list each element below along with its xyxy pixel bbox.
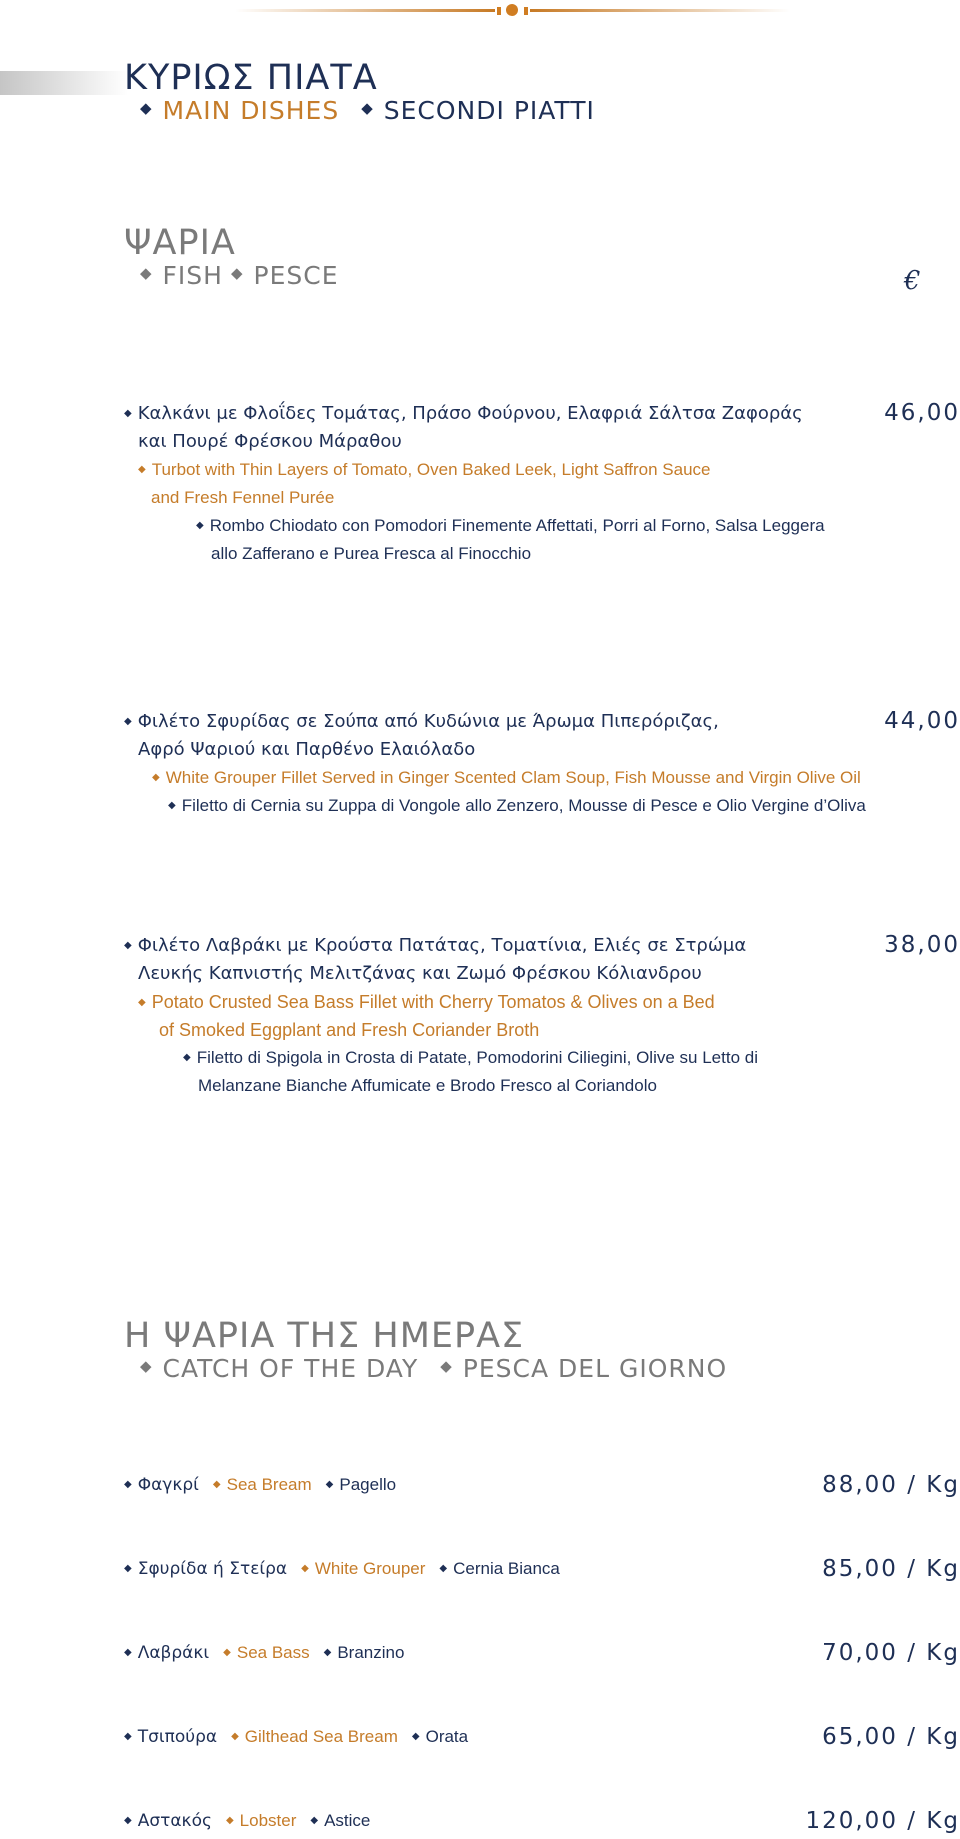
diamond-icon: ◆ — [124, 1479, 132, 1490]
catch-price: 88,00 / Kg — [822, 1472, 960, 1498]
diamond-icon: ◆ — [140, 1357, 153, 1375]
dish-price: 46,00 — [884, 400, 960, 426]
dish-it: Filetto di Cernia su Zuppa di Vongole allo Zenzero, Mousse di Pesce e Olio Vergine d’Oliva — [181, 796, 866, 815]
catch-item — [124, 1805, 960, 1837]
diamond-icon: ◆ — [196, 520, 204, 531]
catch-item — [124, 1637, 960, 1669]
ornament-line-left — [235, 9, 495, 12]
catch-en: White Grouper — [314, 1559, 426, 1578]
catch-item — [124, 1553, 960, 1585]
dish-en: Turbot with Thin Layers of Tomato, Oven Baked Leek, Light Saffron Sauce — [151, 460, 711, 479]
dish-en-line — [124, 988, 960, 1016]
dish-gr-line — [124, 428, 960, 456]
title-accent-bar — [0, 71, 128, 95]
catch-en: Gilthead Sea Bream — [244, 1727, 398, 1746]
dish-it-cont: allo Zafferano e Purea Fresca al Finocchio — [211, 544, 532, 563]
catch-price: 65,00 / Kg — [822, 1724, 960, 1750]
dish-en-cont: and Fresh Fennel Purée — [151, 488, 335, 507]
catch-it: Pagello — [339, 1475, 397, 1494]
catch-price: 85,00 / Kg — [822, 1556, 960, 1582]
diamond-icon: ◆ — [183, 1052, 191, 1063]
diamond-icon: ◆ — [168, 800, 176, 811]
diamond-icon: ◆ — [124, 716, 132, 727]
dish-it: Filetto di Spigola in Crosta di Patate, Pomodorini Ciliegini, Olive su Letto di — [196, 1048, 758, 1067]
page-title: ΚΥΡΙΩΣ ΠΙΑΤΑ — [124, 58, 378, 98]
diamond-icon: ◆ — [301, 1563, 309, 1574]
dish-en-line — [124, 456, 960, 484]
dish-item — [124, 400, 960, 568]
catch-item-names — [124, 1805, 370, 1837]
dish-price: 38,00 — [884, 932, 960, 958]
diamond-icon: ◆ — [361, 99, 374, 117]
diamond-icon: ◆ — [325, 1479, 334, 1490]
diamond-icon: ◆ — [152, 772, 160, 783]
catch-gr: Λαβράκι — [137, 1643, 210, 1663]
dish-price: 44,00 — [884, 708, 960, 734]
dish-en-line — [124, 764, 960, 792]
catch-item-names — [124, 1637, 404, 1669]
diamond-icon: ◆ — [138, 464, 146, 475]
diamond-icon: ◆ — [124, 408, 132, 419]
diamond-icon: ◆ — [124, 1731, 132, 1742]
diamond-icon: ◆ — [310, 1815, 319, 1826]
dish-it-line — [124, 1072, 960, 1100]
subtitle-en: MAIN DISHES — [162, 96, 340, 125]
catch-item-names — [124, 1721, 468, 1753]
dish-it-line — [124, 540, 960, 568]
catch-it: Astice — [324, 1811, 371, 1830]
catch-price: 120,00 / Kg — [805, 1808, 960, 1834]
diamond-icon: ◆ — [323, 1647, 332, 1658]
diamond-icon: ◆ — [223, 1647, 231, 1658]
dish-en-line — [124, 484, 960, 512]
dish-gr-cont: Λευκής Καπνιστής Μελιτζάνας και Ζωμό Φρέσκου Κόλιανδρου — [138, 963, 702, 984]
dish-gr: Καλκάνι με Φλοΐδες Τομάτας, Πράσο Φούρνου, Ελαφριά Σάλτσα Ζαφοράς — [137, 403, 803, 424]
fish-section-title: ΨΑΡΙΑ — [124, 223, 236, 263]
catch-it: Orata — [425, 1727, 469, 1746]
diamond-icon: ◆ — [138, 997, 146, 1008]
dish-gr: Φιλέτο Σφυρίδας σε Σούπα από Κυδώνια με Άρωμα Πιπερόριζας, — [137, 711, 719, 732]
dish-item — [124, 932, 960, 1100]
diamond-icon: ◆ — [124, 1563, 132, 1574]
dish-gr-cont: Αφρό Ψαριού και Παρθένο Ελαιόλαδο — [138, 739, 476, 760]
diamond-icon: ◆ — [124, 940, 132, 951]
fish-it: PESCE — [253, 261, 339, 290]
fish-en: FISH — [162, 261, 223, 290]
catch-it: PESCA DEL GIORNO — [462, 1354, 728, 1383]
top-ornament — [235, 3, 790, 17]
catch-en: Sea Bream — [226, 1475, 312, 1494]
catch-section-title: Η ΨΑΡΙΑ ΤΗΣ ΗΜΕΡΑΣ — [124, 1316, 525, 1356]
currency-symbol: € — [904, 266, 921, 296]
diamond-icon: ◆ — [411, 1731, 420, 1742]
dish-en-line — [124, 1016, 960, 1044]
catch-gr: Σφυρίδα ή Στείρα — [137, 1559, 288, 1579]
catch-en: CATCH OF THE DAY — [162, 1354, 419, 1383]
catch-item — [124, 1469, 960, 1501]
catch-item — [124, 1721, 960, 1753]
diamond-icon: ◆ — [225, 1815, 234, 1826]
catch-it: Branzino — [337, 1643, 405, 1662]
ornament-mini-left — [497, 7, 501, 15]
ornament-mini-right — [524, 7, 528, 15]
diamond-icon: ◆ — [440, 1357, 453, 1375]
diamond-icon: ◆ — [212, 1479, 221, 1490]
diamond-icon: ◆ — [230, 264, 244, 282]
diamond-icon: ◆ — [231, 1731, 239, 1742]
dish-gr-cont: και Πουρέ Φρέσκου Μάραθου — [138, 431, 402, 452]
subtitle-it: SECONDI PIATTI — [383, 96, 595, 125]
dish-en: Potato Crusted Sea Bass Fillet with Cherry Tomatos & Olives on a Bed — [151, 992, 715, 1012]
catch-item-names — [124, 1469, 396, 1501]
diamond-icon: ◆ — [124, 1647, 132, 1658]
dish-item — [124, 708, 960, 820]
catch-en: Sea Bass — [236, 1643, 310, 1662]
catch-price: 70,00 / Kg — [822, 1640, 960, 1666]
dish-it-line — [124, 792, 960, 820]
catch-section-subtitle — [140, 1354, 727, 1383]
dish-it-line — [124, 512, 960, 540]
diamond-icon: ◆ — [439, 1563, 448, 1574]
catch-gr: Φαγκρί — [137, 1475, 199, 1495]
dish-it-line — [124, 1044, 960, 1072]
diamond-icon: ◆ — [140, 99, 153, 117]
diamond-icon: ◆ — [124, 1815, 132, 1826]
catch-gr: Αστακός — [137, 1811, 212, 1831]
dish-gr-line — [124, 960, 960, 988]
dish-it-cont: Melanzane Bianche Affumicate e Brodo Fresco al Coriandolo — [198, 1076, 657, 1095]
dish-gr: Φιλέτο Λαβράκι με Κρούστα Πατάτας, Τοματίνια, Ελιές σε Στρώμα — [137, 935, 747, 956]
diamond-icon: ◆ — [140, 264, 153, 282]
page-subtitle — [140, 96, 595, 125]
dish-gr-line — [124, 736, 960, 764]
ornament-dot — [506, 4, 518, 16]
dish-it: Rombo Chiodato con Pomodori Finemente Affettati, Porri al Forno, Salsa Leggera — [209, 516, 825, 535]
catch-en: Lobster — [239, 1811, 297, 1830]
dish-en: White Grouper Fillet Served in Ginger Scented Clam Soup, Fish Mousse and Virgin Olive Oil — [165, 768, 861, 787]
dish-en-cont: of Smoked Eggplant and Fresh Coriander Broth — [159, 1020, 540, 1040]
catch-it: Cernia Bianca — [453, 1559, 560, 1578]
catch-item-names — [124, 1553, 560, 1585]
catch-gr: Τσιπούρα — [137, 1727, 218, 1747]
ornament-line-right — [530, 9, 790, 12]
fish-section-subtitle — [140, 261, 339, 290]
